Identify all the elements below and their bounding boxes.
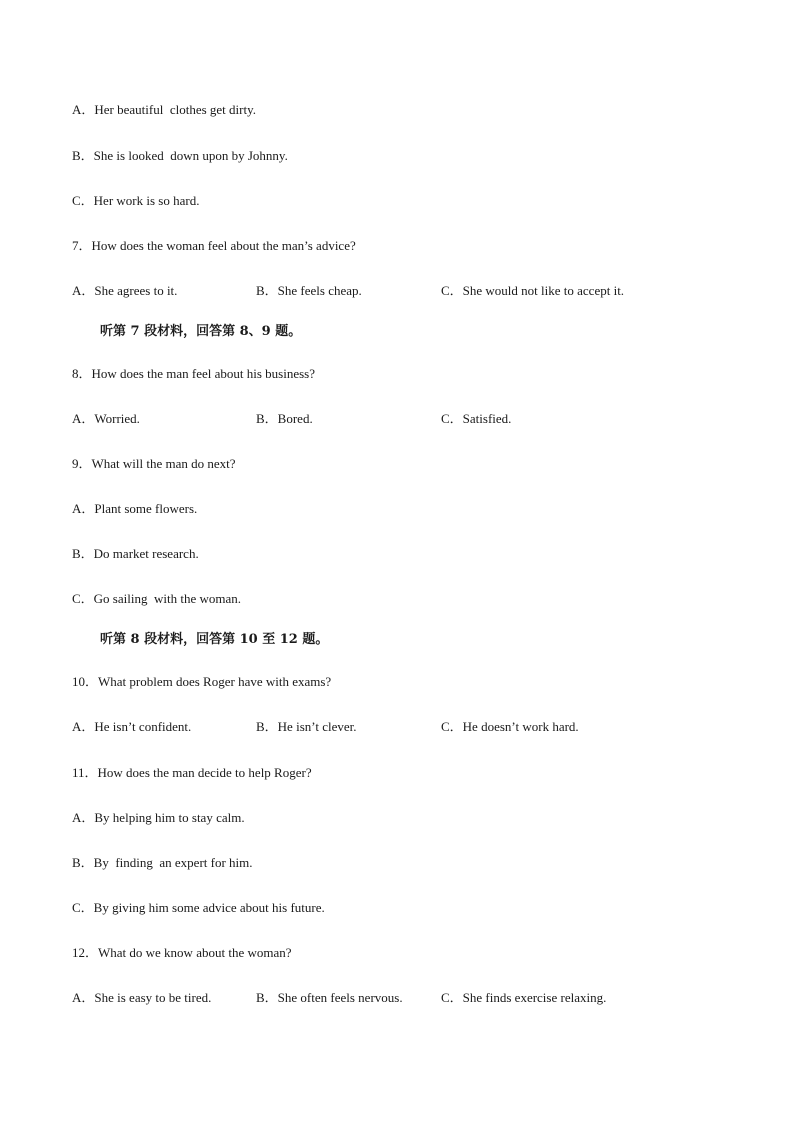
question-12: 12．What do we know about the woman? [72,945,292,960]
option-6b: B．She is looked down upon by Johnny. [72,148,288,163]
option-8a: A．Worried. [72,411,140,426]
option-10a: A．He isn’t confident. [72,719,192,734]
option-7b: B．She feels cheap. [256,283,362,298]
option-8c: C．Satisfied. [441,411,512,426]
option-8b: B．Bored. [256,411,313,426]
option-9b: B．Do market research. [72,546,199,561]
option-7c: C．She would not like to accept it. [441,283,625,298]
section-heading-8: 听第 8 段材料，回答第 10 至 12 题。 [100,632,329,647]
option-6a: A．Her beautiful clothes get dirty. [72,102,256,117]
option-9a: A．Plant some flowers. [72,501,198,516]
question-8: 8．How does the man feel about his business? [72,366,315,381]
option-11c: C．By giving him some advice about his future. [72,900,325,915]
option-12a: A．She is easy to be tired. [72,990,212,1005]
option-12c: C．She finds exercise relaxing. [441,990,607,1005]
option-11b: B．By finding an expert for him. [72,855,253,870]
question-9: 9．What will the man do next? [72,456,236,471]
option-10b: B．He isn’t clever. [256,719,357,734]
section-heading-7: 听第 7 段材料，回答第 8、9 题。 [100,324,302,339]
option-9c: C．Go sailing with the woman. [72,591,241,606]
option-6c: C．Her work is so hard. [72,193,200,208]
question-7: 7．How does the woman feel about the man’s advice? [72,238,356,253]
question-10: 10．What problem does Roger have with exams? [72,674,332,689]
question-11: 11．How does the man decide to help Roger? [72,765,312,780]
option-11a: A．By helping him to stay calm. [72,810,245,825]
option-7a: A．She agrees to it. [72,283,178,298]
option-10c: C．He doesn’t work hard. [441,719,579,734]
option-12b: B．She often feels nervous. [256,990,403,1005]
